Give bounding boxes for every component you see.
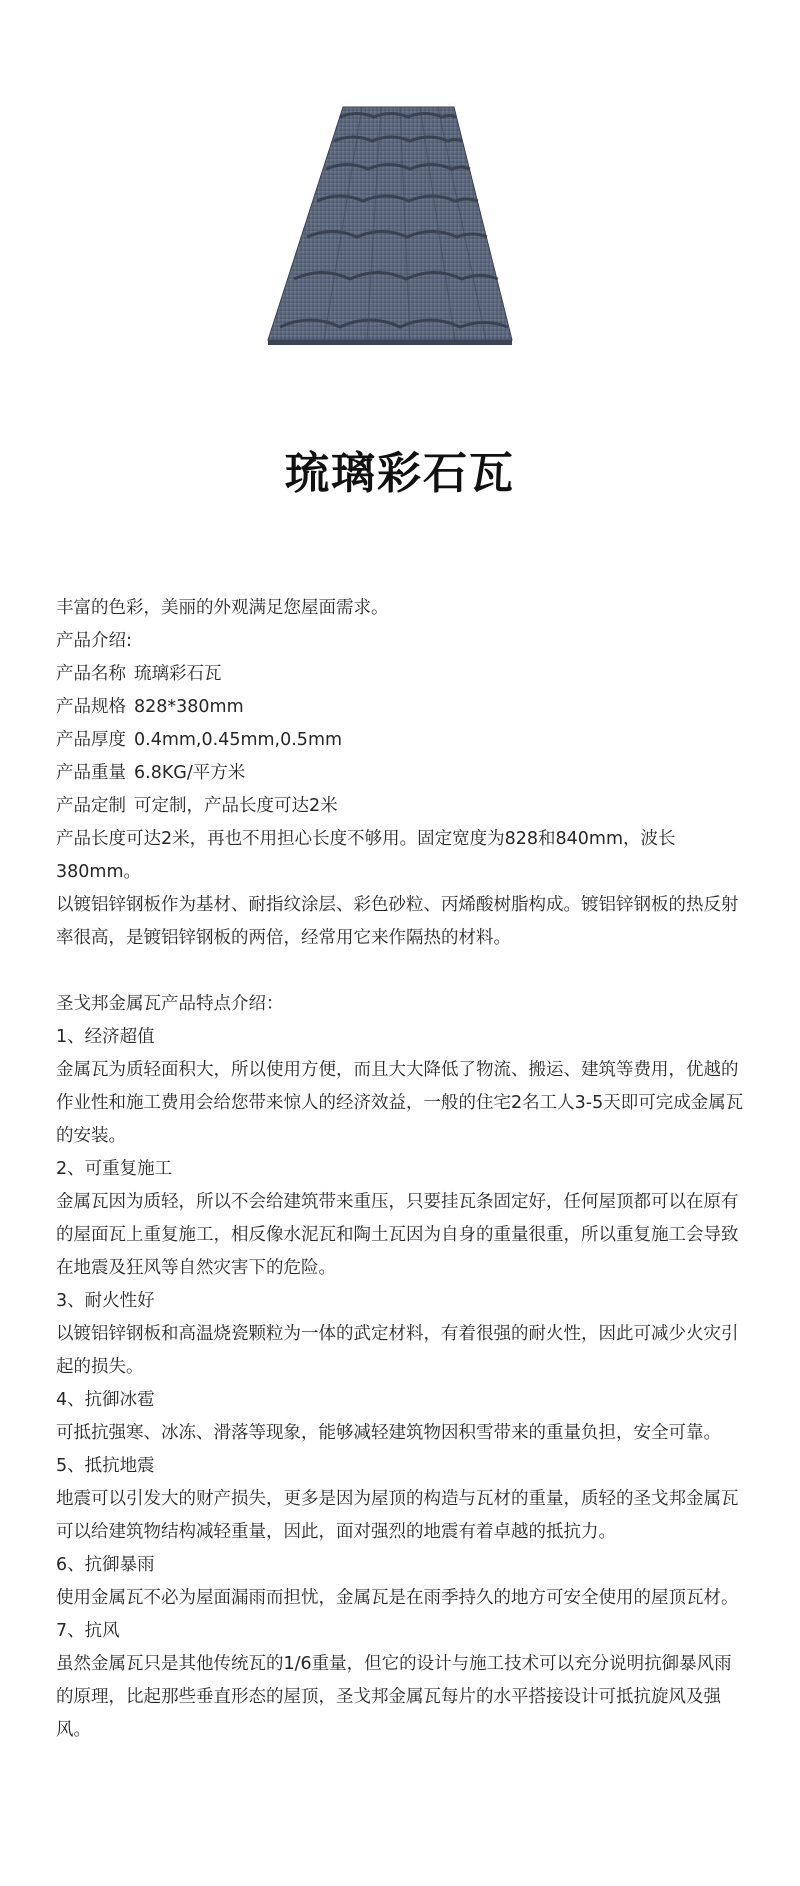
feature-title: 6、抗御暴雨	[56, 1555, 155, 1575]
spec-key: 产品名称	[56, 664, 126, 684]
spec-value: 可定制，产品长度可达2米	[134, 796, 338, 816]
feature-text: 金属瓦为质轻面积大，所以使用方便，而且大大降低了物流、搬运、建筑等费用，优越的作业性和施工费用会给您带来惊人的经济效益，一般的住宅2名工人3-5天即可完成金属瓦的安装。	[56, 1060, 744, 1146]
spec-row	[56, 724, 746, 757]
spec-value: 828*380mm	[134, 697, 244, 717]
spec-key: 产品规格	[56, 697, 126, 717]
intro-paragraph: 以镀铝锌钢板作为基材、耐指纹涂层、彩色砂粒、丙烯酸树脂构成。镀铝锌钢板的热反射率很高，是镀铝锌钢板的两倍，经常用它来作隔热的材料。	[56, 895, 739, 948]
feature-text: 金属瓦因为质轻，所以不会给建筑带来重压，只要挂瓦条固定好，任何屋顶都可以在原有的屋面瓦上重复施工，相反像水泥瓦和陶土瓦因为自身的重量很重，所以重复施工会导致在地震及狂风等自然灾害下的危险。	[56, 1192, 739, 1278]
feature-text: 以镀铝锌钢板和高温烧瓷颗粒为一体的武定材料，有着很强的耐火性，因此可减少火灾引起的损失。	[56, 1324, 739, 1377]
page-title: 琉璃彩石瓦	[285, 448, 515, 499]
feature-title: 1、经济超值	[56, 1027, 155, 1047]
spec-row	[56, 658, 746, 691]
feature-title: 3、耐火性好	[56, 1291, 155, 1311]
feature-text: 可抵抗强寒、冰冻、滑落等现象，能够减轻建筑物因积雪带来的重量负担，安全可靠。	[56, 1423, 721, 1443]
features-heading: 圣戈邦金属瓦产品特点介绍：	[56, 994, 284, 1014]
roof-tile-sheet-image	[250, 95, 550, 355]
feature-title: 4、抗御冰雹	[56, 1390, 155, 1410]
tagline: 丰富的色彩，美丽的外观满足您屋面需求。	[56, 598, 389, 618]
spec-value: 0.4mm,0.45mm,0.5mm	[134, 730, 343, 750]
intro-paragraph: 产品长度可达2米，再也不用担心长度不够用。固定宽度为828和840mm，波长380mm。	[56, 829, 676, 882]
spec-row	[56, 790, 746, 823]
feature-title: 2、可重复施工	[56, 1159, 173, 1179]
spacer	[56, 955, 746, 988]
feature-text: 使用金属瓦不必为屋面漏雨而担忧，金属瓦是在雨季持久的地方可安全使用的屋顶瓦材。	[56, 1588, 739, 1608]
spec-row	[56, 757, 746, 790]
product-description	[56, 592, 746, 1747]
spec-key: 产品重量	[56, 763, 126, 783]
feature-text: 地震可以引发大的财产损失，更多是因为屋顶的构造与瓦材的重量，质轻的圣戈邦金属瓦可以给建筑物结构减轻重量，因此，面对强烈的地震有着卓越的抵抗力。	[56, 1489, 739, 1542]
spec-row	[56, 691, 746, 724]
spec-value: 6.8KG/平方米	[134, 763, 246, 783]
intro-heading: 产品介绍:	[56, 631, 132, 651]
feature-title: 7、抗风	[56, 1621, 120, 1641]
feature-text: 虽然金属瓦只是其他传统瓦的1/6重量，但它的设计与施工技术可以充分说明抗御暴风雨的原理，比起那些垂直形态的屋顶，圣戈邦金属瓦每片的水平搭接设计可抵抗旋风及强风。	[56, 1654, 732, 1740]
product-image	[250, 95, 550, 355]
spec-key: 产品厚度	[56, 730, 126, 750]
spec-key: 产品定制	[56, 796, 126, 816]
feature-title: 5、抵抗地震	[56, 1456, 155, 1476]
spec-value: 琉璃彩石瓦	[134, 664, 222, 684]
